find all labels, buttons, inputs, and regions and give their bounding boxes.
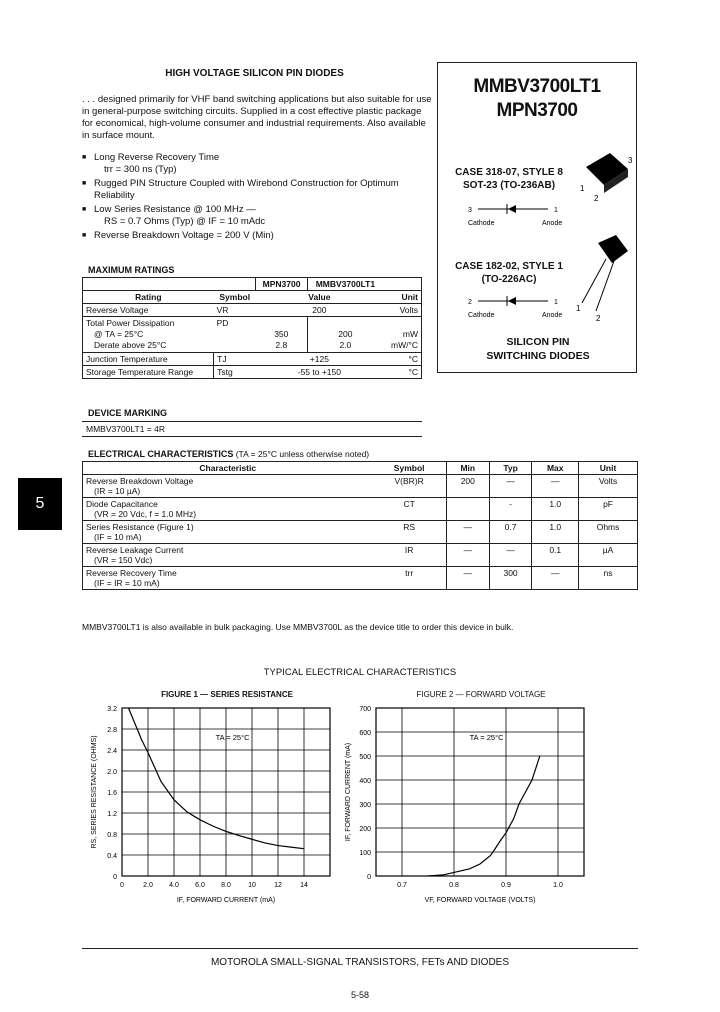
data-curve [428,756,540,876]
pin-label: 1 [554,207,558,214]
x-tick-label: 6.0 [195,882,205,889]
cell-max: — [532,567,579,590]
table-row [83,353,422,366]
col-header: Typ [489,462,532,475]
table-row [83,317,422,353]
y-tick-label: 100 [359,850,371,857]
col-header: Rating [83,291,214,304]
device-description: SWITCHING DIODES [486,350,590,362]
x-tick-label: 10 [248,882,256,889]
part-number: MPN3700 [496,100,578,121]
col-header: Max [532,462,579,475]
data-point [278,845,279,846]
cell-min: 200 [446,475,489,498]
cell: Total Power Dissipation [86,318,175,328]
characteristic: Reverse Leakage Current [86,545,184,555]
data-point [490,855,491,856]
y-axis-label: IF, FORWARD CURRENT (mA) [345,742,352,842]
x-tick-label: 0.7 [397,882,407,889]
cathode-label: Cathode [468,220,495,227]
electrical-characteristics-table [82,461,638,590]
col-header: Symbol [214,291,256,304]
cell-symbol: trr [373,567,447,590]
cell-typ: — [489,475,532,498]
y-tick-label: 500 [359,754,371,761]
data-point [539,756,540,757]
cell: Storage Temperature Range [83,366,214,379]
part-number: MMBV3700LT1 [473,76,601,97]
figure2-title: FIGURE 2 — FORWARD VOLTAGE [416,690,546,699]
cell [83,567,373,590]
page-number: 5-58 [350,990,369,1000]
col-header: Unit [383,291,422,304]
col-header: Symbol [373,462,447,475]
x-tick-label: 0.8 [449,882,459,889]
to92-package-icon [576,233,636,323]
data-point [226,831,227,832]
case-label: (TO-226AC) [481,274,537,285]
characteristic: Reverse Recovery Time [86,568,177,578]
document-title: HIGH VOLTAGE SILICON PIN DIODES [165,68,344,79]
data-point [506,832,507,833]
data-point [526,789,527,790]
data-point [148,752,149,753]
pin-label: 2 [594,194,599,203]
cell: Volts [383,304,422,317]
x-axis-label: VF, FORWARD VOLTAGE (VOLTS) [424,897,536,904]
data-point [291,847,292,848]
x-tick-label: 4.0 [169,882,179,889]
case-label: CASE 182-02, STYLE 1 [455,261,563,272]
x-tick-label: 14 [300,882,308,889]
device-col: MPN3700 [256,278,307,291]
cell: -55 to +150 [256,366,383,379]
y-tick-label: 3.2 [107,706,117,713]
y-tick-label: 0.8 [107,832,117,839]
y-tick-label: 1.6 [107,790,117,797]
cell-unit: ns [579,567,638,590]
data-point [532,780,533,781]
elec-heading: ELECTRICAL CHARACTERISTICS [88,449,234,459]
condition: (VR = 150 Vdc) [94,555,153,565]
col-header: Characteristic [83,462,373,475]
data-point [480,864,481,865]
max-ratings-heading: MAXIMUM RATINGS [88,265,175,275]
case-label: CASE 318-07, STYLE 8 [455,167,563,178]
data-point [128,708,129,709]
x-tick-label: 12 [274,882,282,889]
cell-max: 0.1 [532,544,579,567]
cell: Derate above 25°C [94,340,167,350]
cell-min: — [446,521,489,544]
x-axis-label: IF, FORWARD CURRENT (mA) [176,897,276,904]
feature-sub: RS = 0.7 Ohms (Typ) @ IF = 10 mAdc [104,215,266,227]
cell: Tstg [214,366,256,379]
device-col: MMBV3700LT1 [307,278,383,291]
cell: Reverse Voltage [83,304,214,317]
feature-list [82,152,432,245]
device-marking-text: MMBV3700LT1 = 4R [82,421,422,437]
y-tick-label: 2.0 [107,769,117,776]
pin-label: 3 [468,207,472,214]
y-tick-label: 1.2 [107,811,117,818]
feature-text: Reverse Breakdown Voltage = 200 V (Min) [94,230,274,241]
cell [83,475,373,498]
y-tick-label: 0 [113,874,117,881]
data-point [469,868,470,869]
y-axis-label: RS, SERIES RESISTANCE (OHMS) [91,735,98,849]
cell: @ TA = 25°C [94,329,144,339]
x-tick-label: 8.0 [221,882,231,889]
device-description: SILICON PIN [506,336,570,348]
cell-typ: — [489,544,532,567]
data-point [161,781,162,782]
data-point [454,872,455,873]
data-point [513,818,514,819]
section-tab: 5 [18,478,62,530]
condition: (VR = 20 Vdc, f = 1.0 MHz) [94,509,197,519]
cell [83,544,373,567]
data-point [200,819,201,820]
cell: mW/°C [390,340,418,350]
cell-min: — [446,567,489,590]
col-header: Min [446,462,489,475]
cell: 350 [274,329,289,339]
cell: +125 [256,353,383,366]
anode-label: Anode [542,220,563,227]
elec-heading-row [88,449,369,459]
feature-item [82,230,432,242]
cell: TJ [214,353,256,366]
pin-label: 2 [596,314,601,323]
cell-min [446,498,489,521]
y-tick-label: 2.4 [107,748,117,755]
cell: 2.8 [275,340,288,350]
col-header: Value [256,291,383,304]
data-point [304,848,305,849]
characteristic: Series Resistance (Figure 1) [86,522,194,532]
cell: PD [216,318,229,328]
data-point [174,799,175,800]
y-tick-label: 300 [359,802,371,809]
data-point [493,852,494,853]
footer-divider [82,948,638,949]
cell-typ: - [489,498,532,521]
diode-symbol-icon [468,295,578,321]
typical-heading: TYPICAL ELECTRICAL CHARACTERISTICS [263,667,457,678]
y-tick-label: 200 [359,826,371,833]
x-tick-label: 2.0 [143,882,153,889]
data-point [519,804,520,805]
y-tick-label: 2.8 [107,727,117,734]
feature-item [82,178,432,201]
figure1-chart [82,700,342,915]
x-tick-label: 0.9 [501,882,511,889]
anode-label: Anode [542,312,563,319]
case-label: SOT-23 (TO-236AB) [462,180,556,191]
table-row [83,366,422,379]
pin-label: 1 [576,304,581,313]
intro-paragraph: . . . designed primarily for VHF band switching applications but also suitable for use in general-purpose switching circuits. Supplied in a cost effective plastic package for economical, high-volume consumer and industrial requirements. Also available in surface mount. [82,94,432,141]
pin-label: 1 [580,184,585,193]
chart-annotation: TA = 25°C [469,733,504,742]
cell [83,521,373,544]
cell: 2.0 [339,340,352,350]
cell-unit: Volts [579,475,638,498]
data-point [265,843,266,844]
cell [83,498,373,521]
data-point [252,839,253,840]
device-marking-heading: DEVICE MARKING [88,408,168,418]
cell: °C [383,366,422,379]
table-row [83,498,638,521]
cell-min: — [446,544,489,567]
y-tick-label: 0 [367,874,371,881]
condition: (IR = 10 µA) [94,486,141,496]
max-ratings-table [82,277,422,379]
feature-sub: trr = 300 ns (Typ) [104,163,177,175]
feature-text: Rugged PIN Structure Coupled with Wirebond Construction for Optimum Reliability [94,178,399,201]
data-point [141,739,142,740]
cell-max: — [532,475,579,498]
data-point [239,835,240,836]
data-point [135,723,136,724]
y-tick-label: 400 [359,778,371,785]
condition: (IF = 10 mA) [94,532,142,542]
pin-label: 2 [468,299,472,306]
data-point [443,874,444,875]
cell-symbol: CT [373,498,447,521]
part-info-box [437,62,637,373]
elec-condition: (TA = 25°C unless otherwise noted) [235,449,370,459]
cell-symbol: RS [373,521,447,544]
cell-max: 1.0 [532,498,579,521]
cell-symbol: V(BR)R [373,475,447,498]
data-point [428,876,429,877]
footer-text: MOTOROLA SMALL-SIGNAL TRANSISTORS, FETs AND DIODES [210,957,510,968]
y-tick-label: 0.4 [107,853,117,860]
cell-typ: 0.7 [489,521,532,544]
y-tick-label: 700 [359,706,371,713]
data-point [187,812,188,813]
x-tick-label: 0 [120,882,124,889]
feature-text: Low Series Resistance @ 100 MHz — [94,204,256,215]
diode-symbol-icon [468,203,578,229]
cell-max: 1.0 [532,521,579,544]
sot23-package-icon [578,145,636,203]
feature-item [82,204,432,227]
cell: VR [214,304,256,317]
feature-item [82,152,432,175]
table-row [83,304,422,317]
figure2-chart [336,700,596,915]
table-row [83,475,638,498]
characteristic: Diode Capacitance [86,499,158,509]
data-point [213,826,214,827]
chart-annotation: TA = 25°C [215,733,250,742]
table-row [83,521,638,544]
cell: °C [383,353,422,366]
cathode-label: Cathode [468,312,495,319]
cell: 200 [338,329,353,339]
characteristic: Reverse Breakdown Voltage [86,476,194,486]
y-tick-label: 600 [359,730,371,737]
feature-text: Long Reverse Recovery Time [94,152,220,163]
cell: 200 [256,304,383,317]
x-tick-label: 1.0 [553,882,563,889]
cell-unit: µA [579,544,638,567]
cell-symbol: IR [373,544,447,567]
cell-typ: 300 [489,567,532,590]
data-point [500,840,501,841]
cell-unit: pF [579,498,638,521]
bulk-note: MMBV3700LT1 is also available in bulk packaging. Use MMBV3700L as the device title to order this device in bulk. [82,622,514,632]
table-row [83,544,638,567]
cell-unit: Ohms [579,521,638,544]
cell: mW [402,329,418,339]
table-row [83,567,638,590]
figure1-title: FIGURE 1 — SERIES RESISTANCE [161,690,293,699]
pin-label: 3 [628,156,633,165]
condition: (IF = IR = 10 mA) [94,578,160,588]
col-header: Unit [579,462,638,475]
pin-label: 1 [554,299,558,306]
cell: Junction Temperature [83,353,214,366]
